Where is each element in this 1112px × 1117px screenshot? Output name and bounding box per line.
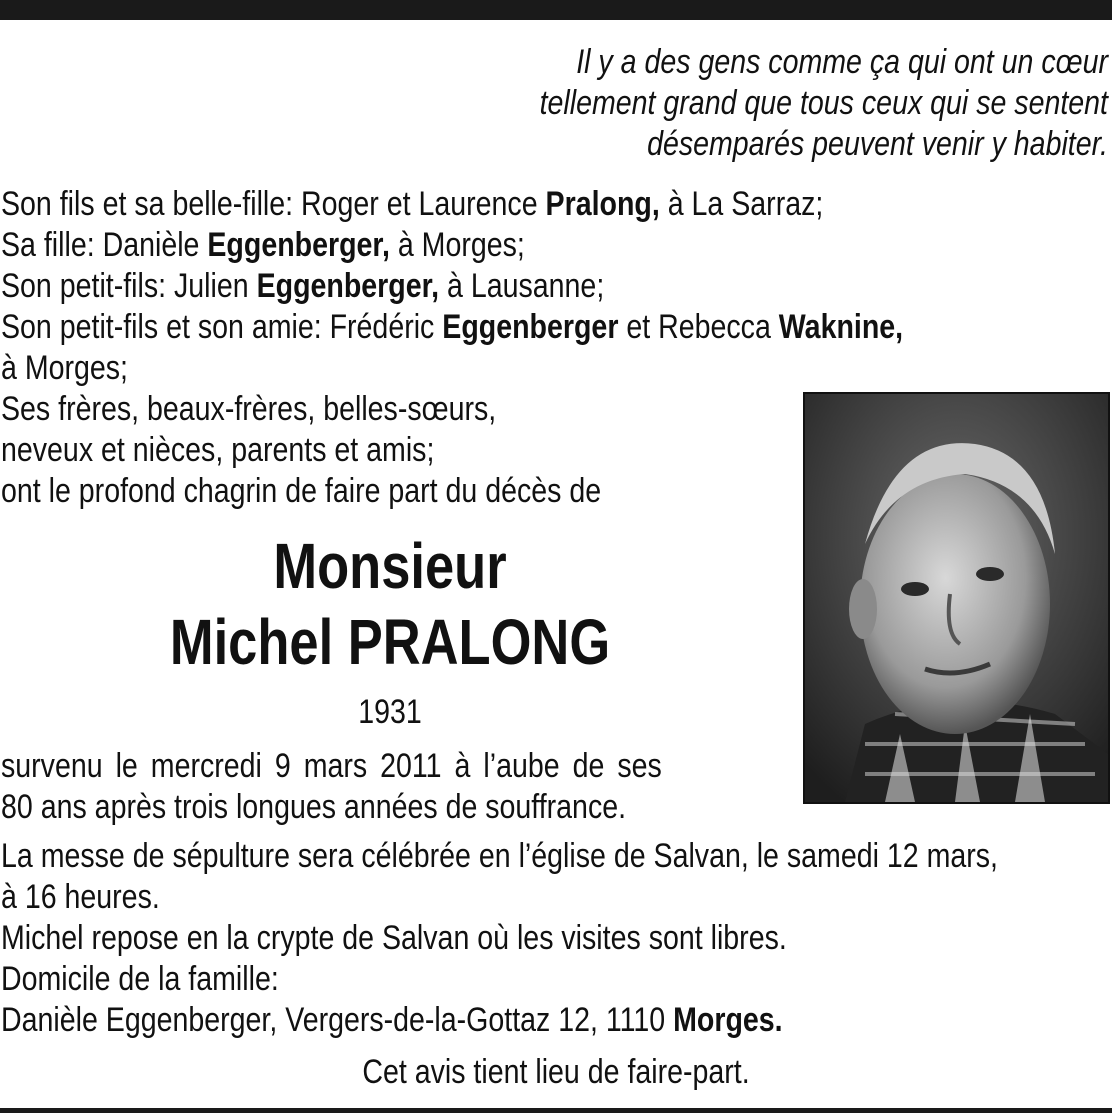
birth-year: 1931 bbox=[358, 693, 422, 731]
detail-line-address: Danièle Eggenberger, Vergers-de-la-Gottaz 12, 1110 Morges. bbox=[1, 1001, 783, 1039]
family-line-grandson-2: Son petit-fils et son amie: Frédéric Eggenberger et Rebecca Waknine, bbox=[1, 308, 904, 346]
deceased-name: Michel PRALONG bbox=[169, 606, 611, 678]
family-line-relatives: neveux et nièces, parents et amis; bbox=[1, 431, 435, 469]
quote-line: désemparés peuvent venir y habiter. bbox=[647, 125, 1108, 163]
deceased-honorific: Monsieur bbox=[273, 530, 507, 602]
announcement-line: ont le profond chagrin de faire part du décès de bbox=[1, 472, 602, 510]
detail-line-4: à 16 heures. bbox=[1, 878, 160, 916]
bottom-rule bbox=[0, 1108, 1112, 1113]
detail-line-3: La messe de sépulture sera célébrée en l’église de Salvan, le samedi 12 mars, bbox=[1, 837, 998, 875]
detail-line-1: survenu le mercredi 9 mars 2011 à l’aube de ses bbox=[1, 747, 662, 785]
epigraph-quote bbox=[436, 42, 1108, 165]
family-line-daughter: Sa fille: Danièle Eggenberger, à Morges; bbox=[1, 226, 525, 264]
family-line-grandson-1: Son petit-fils: Julien Eggenberger, à Lausanne; bbox=[1, 267, 605, 305]
top-rule bbox=[0, 0, 1112, 20]
detail-line-6: Domicile de la famille: bbox=[1, 960, 279, 998]
closing-note: Cet avis tient lieu de faire-part. bbox=[362, 1053, 750, 1091]
portrait-image bbox=[805, 394, 1108, 802]
quote-line: Il y a des gens comme ça qui ont un cœur bbox=[576, 43, 1108, 81]
family-line-location: à Morges; bbox=[1, 349, 128, 387]
detail-line-2: 80 ans après trois longues années de souffrance. bbox=[1, 788, 627, 826]
detail-line-5: Michel repose en la crypte de Salvan où les visites sont libres. bbox=[1, 919, 787, 957]
family-line-son: Son fils et sa belle-fille: Roger et Laurence Pralong, à La Sarraz; bbox=[1, 185, 824, 223]
portrait-photo bbox=[803, 392, 1110, 804]
family-line-siblings: Ses frères, beaux-frères, belles-sœurs, bbox=[1, 390, 497, 428]
quote-line: tellement grand que tous ceux qui se sentent bbox=[539, 84, 1108, 122]
